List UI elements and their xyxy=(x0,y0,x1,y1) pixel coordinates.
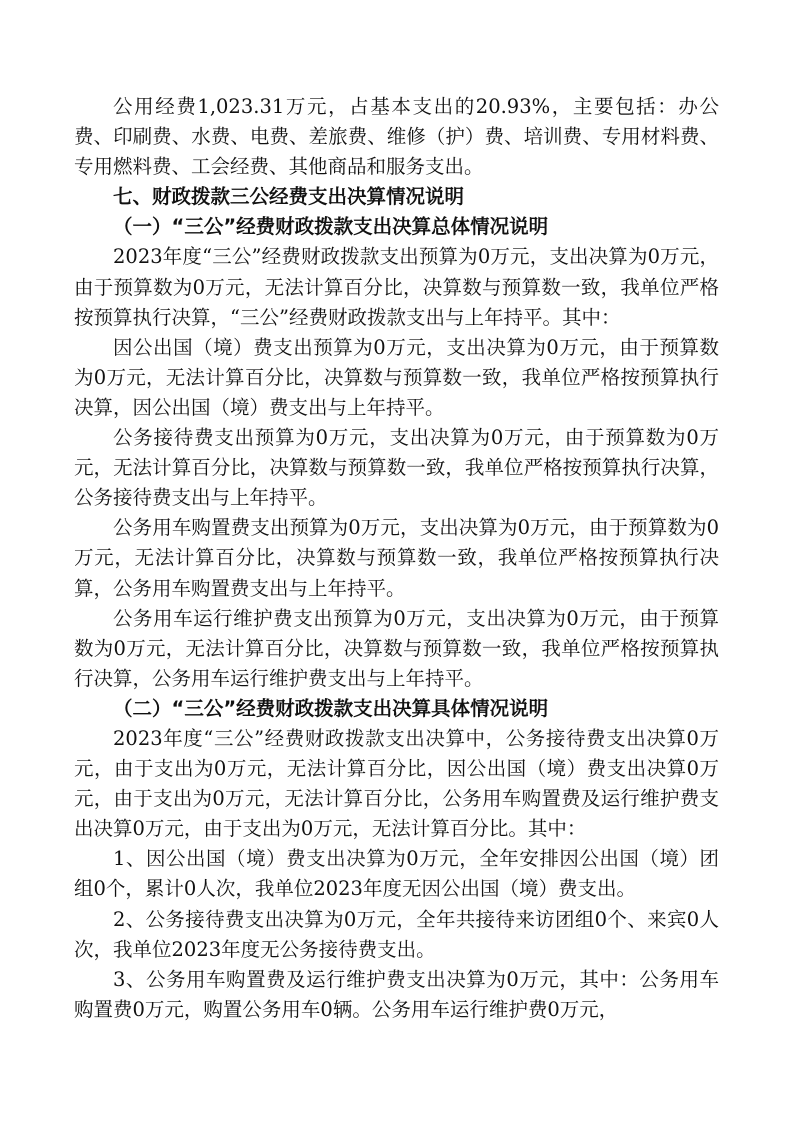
section-heading-seven: 七、财政拨款三公经费支出决算情况说明 xyxy=(113,185,465,209)
paragraph-specific-summary: 2023年度“三公”经费财政拨款支出决算中，公务接待费支出决算0万元，由于支出为0万元，无法计算百分比，因公出国（境）费支出决算0万元，由于支出为0万元，无法计算百分比，公务用车购置费及运行维护费支出决算0万元，由于支出为0万元，无法计算百分比。其中： xyxy=(74,726,719,841)
subsection-heading-two: （二）“三公”经费财政拨款支出决算具体情况说明 xyxy=(113,696,549,720)
list-item-3: 3、公务用车购置费及运行维护费支出决算为0万元，其中：公务用车购置费0万元，购置公务用车0辆。公务用车运行维护费0万元， xyxy=(74,967,719,1021)
paragraph-reception: 公务接待费支出预算为0万元，支出决算为0万元，由于预算数为0万元，无法计算百分比，决算数与预算数一致，我单位严格按预算执行决算，公务接待费支出与上年持平。 xyxy=(74,426,719,510)
list-item-2: 2、公务接待费支出决算为0万元，全年共接待来访团组0个、来宾0人次，我单位2023年度无公务接待费支出。 xyxy=(74,907,719,961)
paragraph-public-expenses: 公用经费1,023.31万元，占基本支出的20.93%，主要包括：办公费、印刷费、水费、电费、差旅费、维修（护）费、培训费、专用材料费、专用燃料费、工会经费、其他商品和服务支出。 xyxy=(74,95,719,179)
paragraph-overseas-travel: 因公出国（境）费支出预算为0万元，支出决算为0万元，由于预算数为0万元，无法计算百分比，决算数与预算数一致，我单位严格按预算执行决算，因公出国（境）费支出与上年持平。 xyxy=(74,335,719,419)
paragraph-vehicle-operation: 公务用车运行维护费支出预算为0万元，支出决算为0万元，由于预算数为0万元，无法计算百分比，决算数与预算数一致，我单位严格按预算执行决算，公务用车运行维护费支出与上年持平。 xyxy=(74,606,719,690)
paragraph-overall-summary: 2023年度“三公”经费财政拨款支出预算为0万元，支出决算为0万元，由于预算数为0万元，无法计算百分比，决算数与预算数一致，我单位严格按预算执行决算，“三公”经费财政拨款支出与上年持平。其中： xyxy=(74,245,719,329)
list-item-1: 1、因公出国（境）费支出决算为0万元，全年安排因公出国（境）团组0个，累计0人次，我单位2023年度无因公出国（境）费支出。 xyxy=(74,847,719,901)
paragraph-vehicle-purchase: 公务用车购置费支出预算为0万元，支出决算为0万元，由于预算数为0万元，无法计算百分比，决算数与预算数一致，我单位严格按预算执行决算，公务用车购置费支出与上年持平。 xyxy=(74,516,719,600)
subsection-heading-one: （一）“三公”经费财政拨款支出决算总体情况说明 xyxy=(113,215,549,239)
